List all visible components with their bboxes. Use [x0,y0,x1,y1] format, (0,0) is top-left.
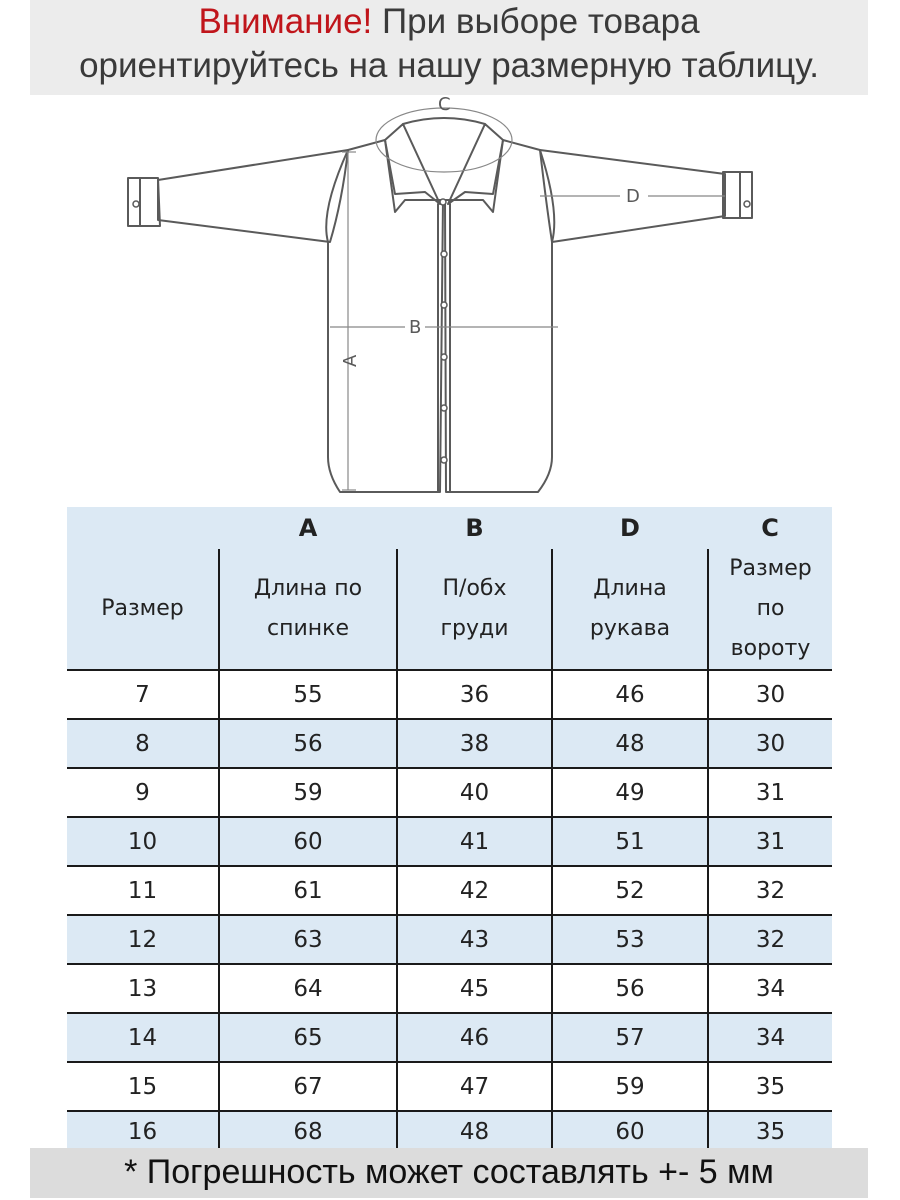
table-cell: 34 [708,1013,832,1062]
table-cell: 14 [67,1013,219,1062]
table-cell: 59 [219,768,397,817]
label-c: C [438,94,451,115]
letter-cell: D [620,514,640,542]
label-d: D [626,186,640,207]
table-cell: 49 [552,768,708,817]
table-cell: 41 [397,817,552,866]
table-cell: 64 [219,964,397,1013]
shirt-measurement-diagram [120,92,780,502]
table-cell: 10 [67,817,219,866]
warning-text: При выборе товара [382,2,700,41]
header-collar: Размер по вороту [708,549,832,670]
table-cell: 32 [708,915,832,964]
table-row [67,670,832,719]
table-cell: 8 [67,719,219,768]
table-cell: 9 [67,768,219,817]
table-cell: 57 [552,1013,708,1062]
table-cell: 53 [552,915,708,964]
table-row [67,719,832,768]
label-a: A [340,354,361,367]
header-sleeve: Длина рукава [552,549,708,670]
header-back-length: Длина по спинке [219,549,397,670]
warning-line-2: ориентируйтесь на нашу размерную таблицу. [79,46,819,85]
table-row [67,1062,832,1111]
warning-banner [30,0,868,95]
table-row [67,1111,832,1152]
table-cell: 63 [219,915,397,964]
collar-left [385,124,440,204]
table-cell: 32 [708,866,832,915]
table-cell: 16 [67,1111,219,1152]
table-cell: 55 [219,670,397,719]
table-cell: 47 [397,1062,552,1111]
table-row [67,817,832,866]
table-cell: 46 [397,1013,552,1062]
table-cell: 12 [67,915,219,964]
header-chest: П/обх груди [397,549,552,670]
table-cell: 65 [219,1013,397,1062]
table-cell: 52 [552,866,708,915]
button-icon [440,199,446,205]
table-cell: 15 [67,1062,219,1111]
warning-line-1 [30,2,868,42]
button-icon [441,354,447,360]
table-cell: 7 [135,681,150,708]
table-row [67,1013,832,1062]
table-cell: 43 [397,915,552,964]
label-b: B [409,317,422,338]
table-cell: 38 [397,719,552,768]
header-row [67,549,832,670]
table-cell: 30 [708,719,832,768]
table-row [67,915,832,964]
table-row [67,866,832,915]
button-icon [441,302,447,308]
table-cell: 67 [219,1062,397,1111]
letter-cell: A [298,514,318,542]
table-cell: 61 [219,866,397,915]
letter-cell [67,507,219,549]
table-cell: 56 [552,964,708,1013]
left-sleeve [158,150,348,242]
table-cell: 51 [552,817,708,866]
letter-row [67,507,832,549]
tolerance-note: * Погрешность может составлять +- 5 мм [30,1148,868,1198]
table-cell: 36 [397,670,552,719]
cuff-button-icon [744,201,750,207]
header-size: Размер [67,549,219,670]
button-icon [441,457,447,463]
table-cell: 35 [708,1062,832,1111]
button-icon [441,251,447,257]
table-cell: 42 [397,866,552,915]
table-row [67,768,832,817]
table-cell: 40 [397,768,552,817]
right-cuff [723,172,752,218]
table-cell: 35 [708,1111,832,1152]
table-cell: 60 [219,817,397,866]
warning-word: Внимание! [198,2,373,41]
table-cell: 68 [219,1111,397,1152]
cuff-button-icon [133,201,139,207]
letter-cell: B [465,514,484,542]
table-cell: 13 [67,964,219,1013]
shirt-body-outline-right [445,140,554,492]
left-cuff [128,178,160,226]
table-cell: 56 [219,719,397,768]
table-cell: 60 [552,1111,708,1152]
table-cell: 46 [552,670,708,719]
table-cell: 11 [67,866,219,915]
button-icon [441,405,447,411]
size-rows [67,670,832,1152]
size-table [67,507,832,1152]
table-cell: 48 [397,1111,552,1152]
collar-right [448,124,503,204]
table-cell: 59 [552,1062,708,1111]
table-cell: 31 [708,817,832,866]
table-cell: 31 [708,768,832,817]
table-cell: 34 [708,964,832,1013]
table-row [67,964,832,1013]
table-cell: 48 [552,719,708,768]
table-cell: 30 [708,670,832,719]
table-cell: 45 [397,964,552,1013]
collar-band [403,118,485,124]
letter-cell: C [761,514,779,542]
